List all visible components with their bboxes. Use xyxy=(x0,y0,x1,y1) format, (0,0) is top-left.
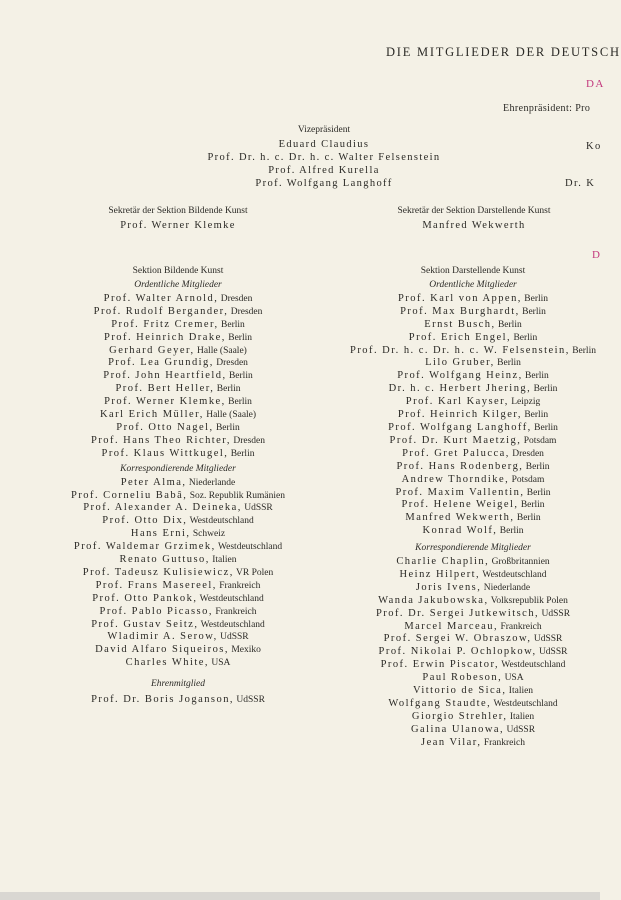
vice-president-name: Prof. Alfred Kurella xyxy=(268,164,380,176)
member-entry xyxy=(28,593,328,606)
member-list xyxy=(28,477,328,671)
member-name: Ernst Busch, xyxy=(424,318,496,330)
page-bottom-edge xyxy=(0,892,600,900)
member-place: Dresden xyxy=(213,358,248,369)
member-entry xyxy=(28,477,328,490)
member-name: Galina Ulanowa, xyxy=(410,723,505,735)
member-entry xyxy=(28,448,328,461)
member-place: UdSSR xyxy=(536,647,568,658)
member-name: Peter Alma, xyxy=(120,476,187,488)
member-entry xyxy=(326,595,620,608)
member-name: Manfred Wekwerth, xyxy=(405,512,515,524)
member-name: Prof. Walter Arnold, xyxy=(103,292,219,304)
member-name: Prof. Dr. Boris Joganson, xyxy=(91,694,235,706)
member-entry xyxy=(28,409,328,422)
member-name: Giorgio Strehler, xyxy=(411,710,508,722)
member-entry xyxy=(326,525,620,538)
member-entry xyxy=(326,396,620,409)
member-entry xyxy=(28,631,328,644)
member-entry xyxy=(28,502,328,515)
member-place: UdSSR xyxy=(539,608,571,619)
member-name: Wladimir A. Serow, xyxy=(107,631,218,643)
member-name: Prof. Gustav Seitz, xyxy=(91,618,199,630)
member-place: Italien xyxy=(507,711,535,722)
member-entry xyxy=(326,711,620,724)
member-name: Prof. Nikolai P. Ochlopkow, xyxy=(378,646,537,658)
member-entry xyxy=(28,490,328,503)
member-entry xyxy=(326,569,620,582)
member-name: Charlie Chaplin, xyxy=(396,556,490,568)
member-entry xyxy=(326,345,620,358)
member-place: UdSSR xyxy=(234,695,265,706)
member-name: Charles White, xyxy=(125,657,209,669)
member-place: Dresden xyxy=(509,448,544,459)
member-entry xyxy=(326,512,620,525)
member-place: Berlin xyxy=(225,397,252,408)
member-place: Berlin xyxy=(531,422,558,433)
member-name: Prof. Fritz Cremer, xyxy=(111,318,219,330)
member-place: Berlin xyxy=(519,306,546,317)
member-entry xyxy=(28,567,328,580)
member-entry xyxy=(326,319,620,332)
member-place: Berlin xyxy=(214,384,241,395)
member-name: Prof. Corneliu Babâ, xyxy=(71,489,188,501)
member-place: Berlin xyxy=(213,422,240,433)
member-name: Marcel Marceau, xyxy=(404,620,499,632)
member-name: Prof. Sergei W. Obraszow, xyxy=(383,633,532,645)
member-place: Berlin xyxy=(522,371,549,382)
member-place: Berlin xyxy=(514,513,541,524)
member-place: Berlin xyxy=(521,293,549,304)
member-place: Potsdam xyxy=(509,474,545,485)
member-name: Prof. Frans Masereel, xyxy=(95,579,217,591)
member-name: Prof. Max Burghardt, xyxy=(400,305,520,317)
subsection-title: Korrespondierende Mitglieder xyxy=(415,543,531,554)
member-place: Westdeutschland xyxy=(480,569,547,580)
member-entry xyxy=(326,293,620,306)
subsection-title: Ordentliche Mitglieder xyxy=(134,280,222,290)
member-name: Prof. Werner Klemke, xyxy=(104,396,226,408)
member-place: Berlin xyxy=(226,371,253,382)
member-place: Westdeutschland xyxy=(198,619,265,630)
member-name: Prof. Rudolf Bergander, xyxy=(93,305,229,317)
member-place: UdSSR xyxy=(217,632,249,643)
member-entry xyxy=(28,657,328,670)
member-entry xyxy=(326,608,620,621)
member-entry xyxy=(28,370,328,383)
member-entry xyxy=(326,724,620,737)
member-place: Westdeutschland xyxy=(215,542,283,553)
member-place: Berlin xyxy=(569,345,596,356)
edge-name-fragment: Ko xyxy=(586,141,602,152)
member-entry xyxy=(28,396,328,409)
member-entry xyxy=(326,461,620,474)
edge-heading-fragment: DA xyxy=(586,78,605,90)
member-place: Frankreich xyxy=(212,606,257,617)
member-name: Prof. Heinrich Kilger, xyxy=(397,409,522,421)
member-entry xyxy=(326,306,620,319)
member-entry xyxy=(326,737,620,750)
member-name: Prof. Heinrich Drake, xyxy=(104,331,226,343)
member-place: Volksrepublik Polen xyxy=(488,595,568,606)
page-title: DIE MITGLIEDER DER DEUTSCH xyxy=(386,45,621,59)
member-entry xyxy=(28,580,328,593)
member-place: Dresden xyxy=(218,293,253,304)
member-place: Dresden xyxy=(228,306,263,317)
section-darstellende-kunst xyxy=(326,266,620,750)
member-place: Berlin xyxy=(531,384,558,395)
member-name: Prof. Erich Engel, xyxy=(408,331,512,343)
member-entry xyxy=(28,422,328,435)
member-name: Gerhard Geyer, xyxy=(109,344,195,356)
member-place: UdSSR xyxy=(241,503,273,514)
member-place: Berlin xyxy=(228,448,255,459)
secretary-label: Sekretär der Sektion Bildende Kunst xyxy=(108,206,248,216)
member-name: Prof. Dr. Kurt Maetzig, xyxy=(389,434,522,446)
section-title: Sektion Bildende Kunst xyxy=(132,266,224,276)
member-name: Prof. Wolfgang Heinz, xyxy=(397,370,523,382)
edge-heading-fragment: D xyxy=(592,249,600,261)
member-entry xyxy=(326,499,620,512)
member-name: Andrew Thorndike, xyxy=(401,473,510,485)
member-name: Hans Erni, xyxy=(130,528,191,540)
vice-president-label: Vizepräsident xyxy=(297,125,351,135)
member-place: Berlin xyxy=(518,500,545,511)
section-bildende-kunst xyxy=(28,266,328,707)
member-place: Westdeutschland xyxy=(187,516,254,527)
member-place: Halle (Saale) xyxy=(203,410,257,421)
member-name: Prof. John Heartfield, xyxy=(103,370,227,382)
member-entry xyxy=(326,633,620,646)
vice-president-block xyxy=(174,124,474,191)
section-title: Sektion Darstellende Kunst xyxy=(420,266,526,276)
member-entry xyxy=(326,422,620,435)
member-entry xyxy=(28,619,328,632)
member-name: Wolfgang Staudte, xyxy=(388,698,492,709)
member-name: Konrad Wolf, xyxy=(422,525,498,537)
member-name: Paul Robeson, xyxy=(422,672,503,684)
member-place: Leipzig xyxy=(508,397,541,408)
member-entry xyxy=(28,319,328,332)
member-name: Lilo Gruber, xyxy=(425,357,495,369)
member-entry xyxy=(28,541,328,554)
member-place: Potsdam xyxy=(521,435,557,446)
subsection-title: Ehrenmitglied xyxy=(151,679,205,690)
member-name: Prof. Hans Theo Richter, xyxy=(91,434,231,446)
member-place: Italien xyxy=(209,555,237,566)
edge-name-fragment: Dr. K xyxy=(565,178,596,189)
member-name: Jean Vilar, xyxy=(421,736,482,748)
secretary-name: Manfred Wekwerth xyxy=(422,220,526,231)
member-entry xyxy=(28,435,328,448)
member-place: Berlin xyxy=(521,410,549,421)
member-entry xyxy=(28,345,328,358)
member-name: Prof. Karl von Appen, xyxy=(397,292,522,304)
member-place: Berlin xyxy=(497,526,524,537)
member-entry xyxy=(326,698,620,711)
secretary-right-block xyxy=(344,206,604,233)
member-place: Westdeutschland xyxy=(499,660,566,671)
member-entry xyxy=(28,293,328,306)
member-name: Heinz Hilpert, xyxy=(399,568,481,580)
secretary-left-block xyxy=(48,206,308,233)
member-place: Niederlande xyxy=(186,477,236,488)
member-place: Frankreich xyxy=(216,580,261,591)
member-place: Frankreich xyxy=(498,621,542,632)
member-name: David Alfaro Siqueiros, xyxy=(95,644,229,656)
member-name: Prof. Alexander A. Deineka, xyxy=(83,502,242,514)
member-entry xyxy=(28,383,328,396)
member-place: Mexiko xyxy=(228,645,261,656)
member-entry xyxy=(28,694,328,707)
member-entry xyxy=(28,357,328,370)
member-name: Prof. Waldemar Grzimek, xyxy=(73,541,216,553)
member-name: Prof. Wolfgang Langhoff, xyxy=(388,421,532,433)
member-name: Wanda Jakubowska, xyxy=(378,594,489,606)
member-entry xyxy=(326,409,620,422)
member-entry xyxy=(326,646,620,659)
member-name: Prof. Pablo Picasso, xyxy=(99,605,213,617)
member-name: Prof. Bert Heller, xyxy=(115,383,215,395)
member-place: Berlin xyxy=(218,319,245,330)
member-entry xyxy=(326,357,620,370)
member-name: Vittorio de Sica, xyxy=(412,685,507,697)
member-name: Joris Ivens, xyxy=(415,581,482,593)
member-entry xyxy=(326,556,620,569)
member-place: Frankreich xyxy=(481,737,525,748)
member-place: USA xyxy=(502,673,524,684)
member-place: Dresden xyxy=(230,435,265,446)
member-name: Prof. Klaus Wittkugel, xyxy=(101,447,229,459)
member-name: Prof. Dr. Sergei Jutkewitsch, xyxy=(375,607,540,619)
subsection-title: Ordentliche Mitglieder xyxy=(429,280,517,290)
member-name: Prof. Hans Rodenberg, xyxy=(396,460,524,472)
member-place: Schweiz xyxy=(190,529,226,540)
secretary-name: Prof. Werner Klemke xyxy=(120,220,236,231)
member-place: Niederlande xyxy=(481,582,531,593)
member-place: VR Polen xyxy=(233,567,274,578)
member-entry xyxy=(326,332,620,345)
member-name: Prof. Maxim Vallentin, xyxy=(395,486,525,498)
member-place: Berlin xyxy=(524,487,551,498)
member-entry xyxy=(326,659,620,672)
member-name: Prof. Helene Weigel, xyxy=(401,499,519,511)
member-entry xyxy=(326,383,620,396)
member-name: Prof. Karl Kayser, xyxy=(405,396,509,408)
member-name: Renato Guttuso, xyxy=(119,554,210,566)
member-place: Berlin xyxy=(511,332,538,343)
member-entry xyxy=(28,644,328,657)
vice-president-name: Prof. Wolfgang Langhoff xyxy=(255,177,393,189)
member-name: Dr. h. c. Herbert Jhering, xyxy=(388,383,532,395)
member-entry xyxy=(28,332,328,345)
member-entry xyxy=(326,448,620,461)
member-name: Prof. Gret Palucca, xyxy=(402,447,510,459)
member-name: Prof. Tadeusz Kulisiewicz, xyxy=(82,566,234,578)
member-entry xyxy=(28,606,328,619)
member-name: Prof. Erwin Piscator, xyxy=(380,659,500,671)
member-entry xyxy=(28,515,328,528)
member-place: Berlin xyxy=(495,319,522,330)
member-entry xyxy=(326,621,620,634)
member-place: Großbritannien xyxy=(489,557,550,568)
member-entry xyxy=(326,685,620,698)
member-place: Westdeutschland xyxy=(491,699,558,709)
member-entry xyxy=(28,528,328,541)
honorary-president-label: Ehrenpräsident: Pro xyxy=(503,103,591,114)
member-entry xyxy=(326,370,620,383)
member-entry xyxy=(28,554,328,567)
member-entry xyxy=(326,487,620,500)
member-place: Halle (Saale) xyxy=(194,345,247,356)
member-place: UdSSR xyxy=(504,724,536,735)
vice-president-name: Prof. Dr. h. c. Dr. h. c. Walter Felsenstein xyxy=(207,151,441,163)
member-entry xyxy=(326,435,620,448)
member-name: Prof. Otto Nagel, xyxy=(116,421,214,433)
member-place: Berlin xyxy=(494,358,521,369)
member-list xyxy=(326,556,620,750)
member-place: Italien xyxy=(506,686,534,697)
vice-president-name: Eduard Claudius xyxy=(278,139,370,150)
member-list xyxy=(28,694,328,707)
member-entry xyxy=(326,474,620,487)
member-name: Prof. Lea Grundig, xyxy=(108,357,214,369)
member-place: Westdeutschland xyxy=(197,593,264,604)
member-name: Prof. Otto Dix, xyxy=(102,515,188,527)
member-list xyxy=(28,293,328,461)
member-place: Soz. Republik Rumänien xyxy=(187,490,285,501)
subsection-title: Korrespondierende Mitglieder xyxy=(120,463,236,474)
member-name: Prof. Otto Pankok, xyxy=(92,592,198,604)
secretary-label: Sekretär der Sektion Darstellende Kunst xyxy=(397,206,551,216)
member-name: Prof. Dr. h. c. Dr. h. c. W. Felsenstein, xyxy=(350,344,570,356)
member-place: Berlin xyxy=(225,332,252,343)
member-list xyxy=(326,293,620,538)
member-entry xyxy=(326,672,620,685)
member-entry xyxy=(28,306,328,319)
member-place: USA xyxy=(208,658,231,669)
member-place: UdSSR xyxy=(531,634,563,645)
member-place: Berlin xyxy=(523,461,550,472)
member-entry xyxy=(326,582,620,595)
member-name: Karl Erich Müller, xyxy=(99,409,204,421)
